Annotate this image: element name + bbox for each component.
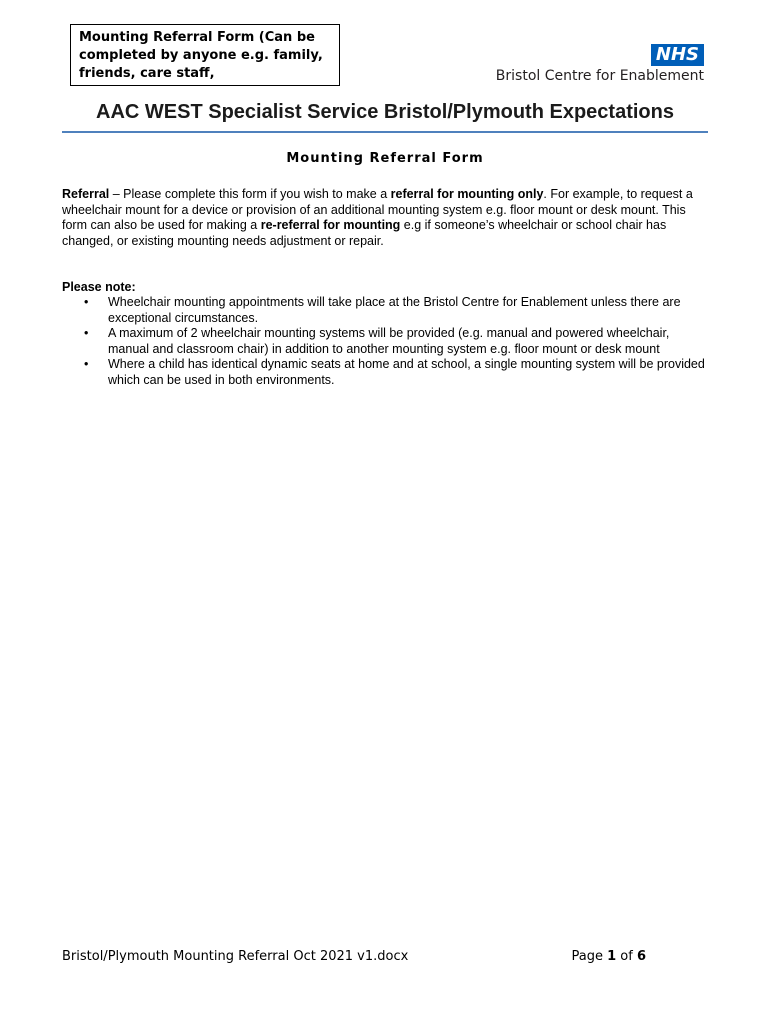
referral-text-3: e.g if someone’s wheelchair or school chair has changed, or existing mounting needs adjustment or repair. [62, 218, 667, 248]
form-subtitle: Mounting Referral Form [286, 151, 484, 166]
bullet-icon: • [84, 295, 89, 309]
list-item [84, 326, 708, 357]
referral-emphasis-2: re-referral for mounting [260, 218, 401, 232]
note-bullet-list [84, 295, 708, 388]
form-purpose-box [70, 24, 340, 86]
list-item [84, 295, 708, 326]
form-purpose-text: Mounting Referral Form (Can be completed by anyone e.g. family, friends, care staff, [79, 30, 323, 81]
page-total: 6 [636, 949, 646, 964]
page-current: 1 [607, 949, 617, 964]
page-label: Page [571, 949, 603, 964]
nhs-logo [496, 44, 704, 84]
bullet-icon: • [84, 357, 89, 371]
bullet-text: Wheelchair mounting appointments will take place at the Bristol Centre for Enablement unless there are exceptional circumstances. [108, 295, 681, 325]
list-item [84, 357, 708, 388]
note-heading: Please note: [62, 280, 136, 294]
referral-text-2: . For example, to request a wheelchair mount for a device or provision of an additional mounting system e.g. floor mount or desk mount. This form can also be used for making a [62, 187, 693, 232]
page-number [571, 949, 646, 964]
referral-text-1: – Please complete this form if you wish to make a [109, 187, 391, 201]
organisation-name: Bristol Centre for Enablement [495, 68, 704, 84]
page-of-label: of [620, 949, 633, 964]
referral-emphasis-1: referral for mounting only [390, 187, 544, 201]
footer-filename: Bristol/Plymouth Mounting Referral Oct 2021 v1.docx [62, 949, 409, 964]
nhs-logo-mark: NHS [651, 44, 704, 66]
bullet-text: A maximum of 2 wheelchair mounting systems will be provided (e.g. manual and powered wheelchair, manual and classroom chair) in addition to another mounting system e.g. floor mount or desk mount [108, 326, 670, 356]
referral-paragraph [62, 187, 708, 249]
bullet-text: Where a child has identical dynamic seats at home and at school, a single mounting system will be provided which can be used in both environments. [108, 357, 705, 387]
document-title: AAC WEST Specialist Service Bristol/Plymouth Expectations [62, 101, 708, 133]
bullet-icon: • [84, 326, 89, 340]
referral-label: Referral [62, 187, 110, 201]
